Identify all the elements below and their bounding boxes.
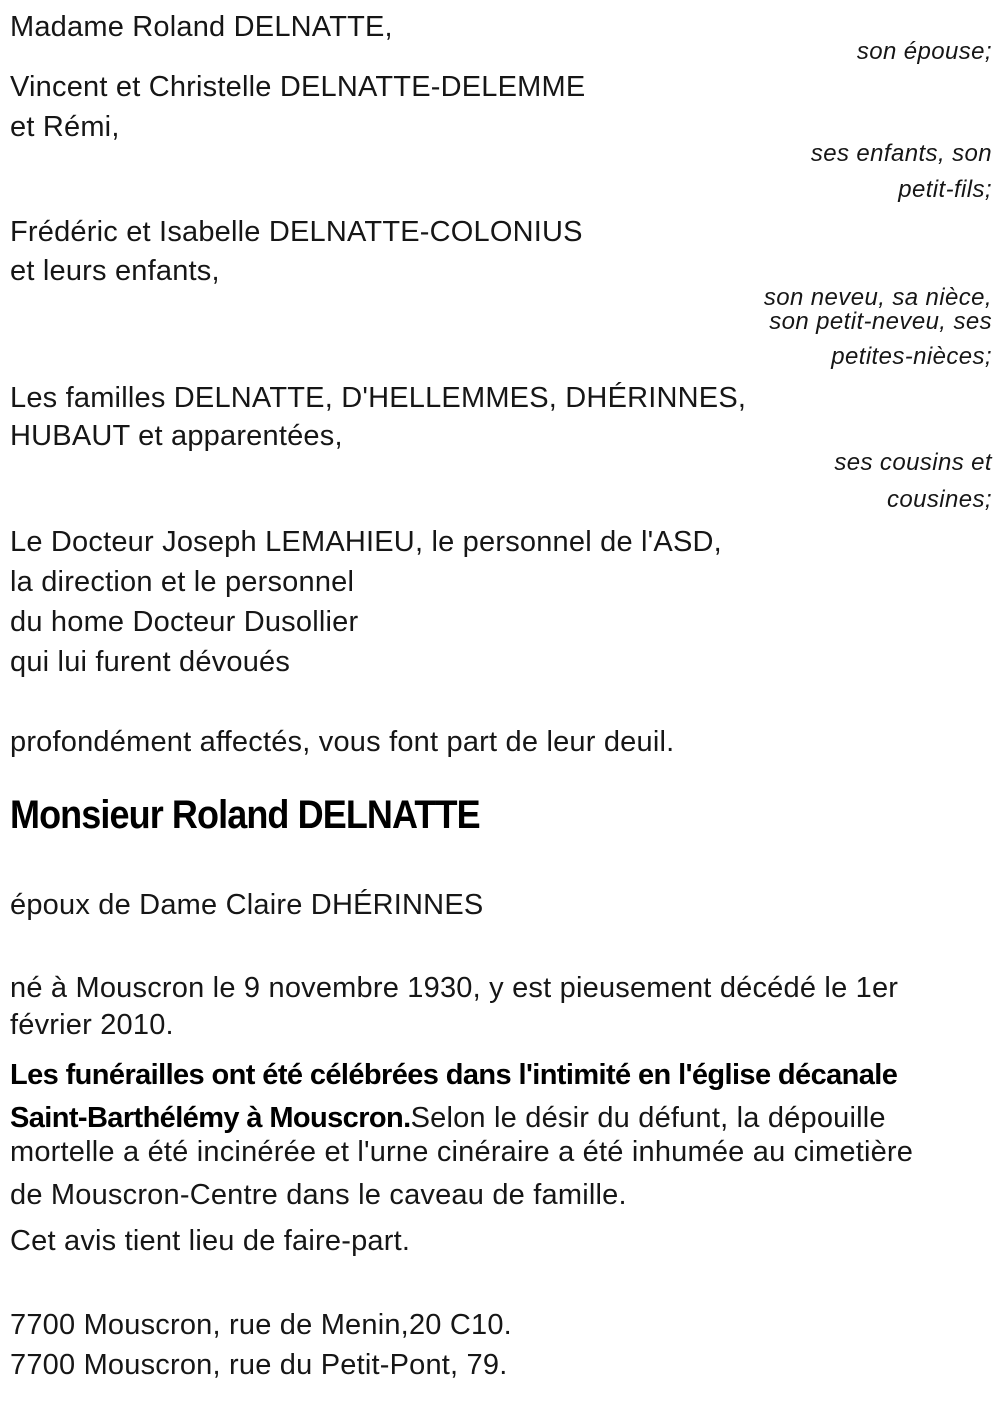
mourner-line: Les familles DELNATTE, D'HELLEMMES, DHÉRINNES, — [10, 382, 747, 414]
relation-line: son neveu, sa nièce, — [763, 284, 992, 311]
funeral-line-mixed — [10, 1104, 992, 1133]
relation-line: son épouse; — [856, 38, 992, 65]
funeral-line: mortelle a été incinérée et l'urne cinéraire a été inhumée au cimetière — [10, 1136, 914, 1168]
mourner-line: la direction et le personnel — [10, 566, 355, 598]
funeral-bold-text: Saint-Barthélémy à Mouscron. — [10, 1102, 411, 1134]
relation-line: son petit-neveu, ses — [769, 308, 992, 335]
address-line: 7700 Mouscron, rue de Menin,20 C10. — [10, 1309, 512, 1341]
mourner-line: HUBAUT et apparentées, — [10, 420, 343, 452]
birth-death-line: février 2010. — [10, 1009, 174, 1041]
relation-line: ses cousins et — [834, 449, 992, 476]
birth-death-line: né à Mouscron le 9 novembre 1930, y est pieusement décédé le 1er — [10, 972, 899, 1004]
funeral-line-bold: Les funérailles ont été célébrées dans l'intimité en l'église décanale — [10, 1059, 898, 1091]
address-line: 7700 Mouscron, rue du Petit-Pont, 79. — [10, 1349, 508, 1381]
mourner-line: Frédéric et Isabelle DELNATTE-COLONIUS — [10, 216, 583, 248]
funeral-regular-text: Selon le désir du défunt, la dépouille — [410, 1102, 886, 1134]
relation-line: petit-fils; — [898, 176, 992, 203]
mourner-line: du home Docteur Dusollier — [10, 606, 359, 638]
mourner-line: et Rémi, — [10, 111, 120, 143]
closing-line: profondément affectés, vous font part de leur deuil. — [10, 726, 675, 758]
relation-line: cousines; — [887, 486, 992, 513]
mourner-line: Le Docteur Joseph LEMAHIEU, le personnel de l'ASD, — [10, 526, 722, 558]
deceased-name-heading: Monsieur Roland DELNATTE — [10, 793, 480, 837]
mourner-line: et leurs enfants, — [10, 255, 220, 287]
mourner-line: qui lui furent dévoués — [10, 646, 291, 678]
relation-line: ses enfants, son — [810, 140, 992, 167]
mourner-line: Vincent et Christelle DELNATTE-DELEMME — [10, 71, 586, 103]
relation-line: petites-nièces; — [831, 343, 992, 370]
spouse-line: époux de Dame Claire DHÉRINNES — [10, 889, 484, 921]
notice-line: Cet avis tient lieu de faire-part. — [10, 1225, 411, 1257]
funeral-line: de Mouscron-Centre dans le caveau de famille. — [10, 1179, 627, 1211]
mourner-line: Madame Roland DELNATTE, — [10, 11, 393, 43]
